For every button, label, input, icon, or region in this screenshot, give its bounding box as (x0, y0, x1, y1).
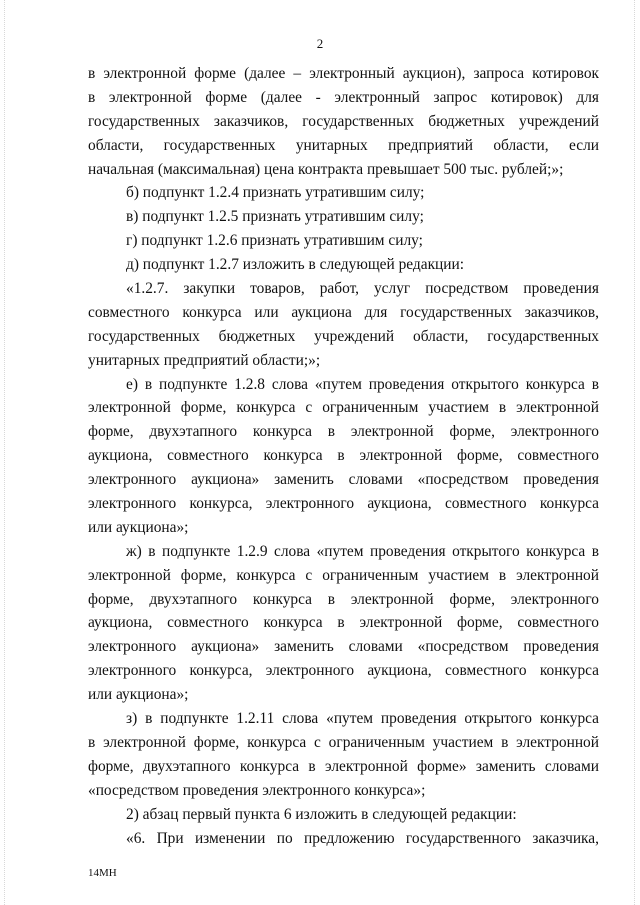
text-line: ж) в подпункте 1.2.9 слова «путем проведения открытого конкурса в (126, 542, 599, 560)
document-footer-code: 14МН (88, 867, 117, 879)
text-line: 2) абзац первый пункта 6 изложить в следующей редакции: (126, 805, 517, 823)
text-line: электронного аукциона» заменить словами «посредством проведения (88, 638, 599, 656)
text-line: начальная (максимальная) цена контракта превышает 500 тыс. рублей;»; (88, 160, 564, 178)
text-line: электронного конкурса, электронного аукциона, совместного конкурса (88, 662, 599, 680)
text-line: электронного аукциона» заменить словами «посредством проведения (88, 471, 599, 489)
text-line: д) подпункт 1.2.7 изложить в следующей редакции: (126, 256, 465, 274)
text-line: государственных заказчиков, государственных бюджетных учреждений (88, 112, 599, 130)
text-line: форме, двухэтапного конкурса в электронной форме, электронного (88, 590, 599, 608)
text-line: области, государственных унитарных предприятий области, если (88, 136, 599, 154)
text-line: электронной форме, конкурса с ограниченным участием в электронной (88, 399, 599, 417)
text-line: форме, двухэтапного конкурса в электронной форме, электронного (88, 423, 599, 441)
text-line: е) в подпункте 1.2.8 слова «путем проведения открытого конкурса в (126, 375, 599, 393)
text-line: совместного конкурса или аукциона для государственных заказчиков, (88, 303, 599, 321)
text-line: электронного конкурса, электронного аукциона, совместного конкурса (88, 495, 599, 513)
scan-margin-right (634, 0, 636, 905)
text-line: «1.2.7. закупки товаров, работ, услуг посредством проведения (126, 280, 599, 298)
text-line: «6. При изменении по предложению государственного заказчика, (126, 829, 599, 847)
text-line: форме, двухэтапного конкурса в электронной форме» заменить словами (88, 757, 599, 775)
text-line: г) подпункт 1.2.6 признать утратившим силу; (126, 232, 423, 250)
text-line: в электронной форме (далее - электронный запрос котировок) для (88, 88, 599, 106)
text-line: аукциона, совместного конкурса в электронной форме, совместного (88, 447, 599, 465)
text-line: з) в подпункте 1.2.11 слова «путем проведения открытого конкурса (126, 710, 599, 728)
text-line: в электронной форме (далее – электронный аукцион), запроса котировок (88, 65, 599, 82)
page-number: 2 (316, 36, 324, 51)
text-line: в) подпункт 1.2.5 признать утратившим силу; (126, 208, 424, 226)
text-line: б) подпункт 1.2.4 признать утратившим силу; (126, 184, 425, 202)
text-line: или аукциона»; (88, 686, 189, 704)
text-line: или аукциона»; (88, 518, 189, 536)
text-line: унитарных предприятий области;»; (88, 351, 321, 369)
text-line: аукциона, совместного конкурса в электронной форме, совместного (88, 614, 599, 632)
document-body (88, 62, 599, 850)
text-line: в электронной форме, конкурса с ограниченным участием в электронной (88, 733, 599, 751)
text-line: государственных бюджетных учреждений области, государственных (88, 327, 599, 345)
text-line: электронной форме, конкурса с ограниченным участием в электронной (88, 566, 599, 584)
scan-margin-left (4, 0, 6, 905)
text-line: «посредством проведения электронного конкурса»; (88, 781, 426, 799)
